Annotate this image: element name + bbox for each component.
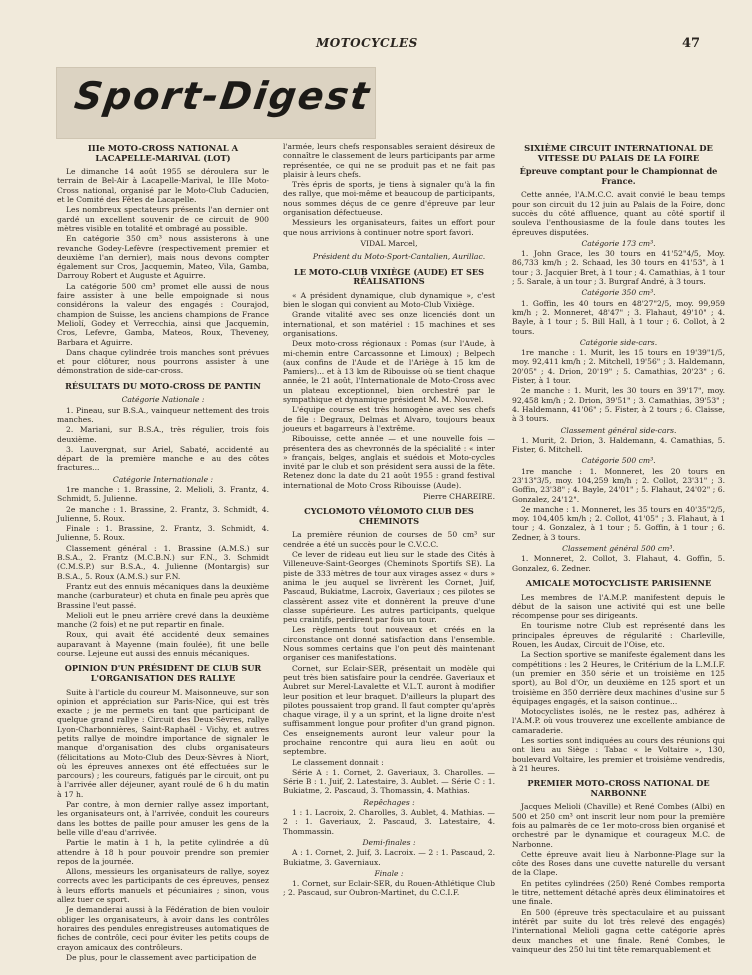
result-line: Série A : 1. Cornet, 2. Gaveriaux, 3. Charolles. — Série B : 1. Juif, 2. Latestaire, 3. Aublet. — Série C : 1. Bukiatme, 2. Pascaud, 3. Thomassin, 4. Mathias. bbox=[283, 767, 495, 796]
paragraph: La première réunion de courses de 50 cm³ sur cendrée a été un succès pour le C.V.C.C. bbox=[283, 530, 495, 549]
paragraph: Roux, qui avait été accidenté deux semaines auparavant à Mayenne (main foulée), fit une belle course. Lejeune eut aussi des ennuis mécaniques. bbox=[57, 630, 269, 659]
paragraph: Motocyclistes isolés, ne le restez pas, adhérez à l'A.M.P. où vous trouverez une excellente ambiance de camaraderie. bbox=[512, 707, 725, 735]
result-line: 2. Mariani, sur B.S.A., très régulier, trois fois deuxième. bbox=[57, 425, 269, 444]
result-line: 3. Lauvergnat, sur Ariel, Sabaté, accidenté au départ de la première manche e au des côtes fractures... bbox=[57, 444, 269, 473]
article-heading: SIXIÈME CIRCUIT INTERNATIONAL DE VITESSE DU PALAIS DE LA FOIRE bbox=[524, 143, 713, 163]
subheading: Catégorie 173 cm³. bbox=[581, 238, 656, 248]
article-heading: CYCLOMOTO VÉLOMOTO CLUB DES CHEMINOTS bbox=[304, 506, 474, 526]
paragraph: Le dimanche 14 août 1955 se déroulera sur le terrain de Bel-Air à Lacapelle-Marival, le IIIe Moto-Cross national, organisé par le Moto-Club Caducien, et le Comité des Fêtes de Lacapelle. bbox=[57, 167, 269, 205]
result-line: 1. Goffin, les 40 tours en 48'27"2/5, moy. 99,959 km/h ; 2. Monneret, 48'47" ; 3. Flahaut, 49'10" ; 4. Bayle, à 1 tour ; 5. Bill Hall, à 1 tour ; 6. Collot, à 2 tours. bbox=[512, 298, 725, 336]
paragraph: Ce lever de rideau eut lieu sur le stade des Cités à Villeneuve-Saint-Georges (Cheminots Sportifs SE). La piste de 333 mètres de tour aux virages assez « durs » anima le jeu auquel se livrèrent les Cornet, Juif, Pascaud, Bukiatme, Lacroix, Gaveriaux ; ces pilotes se classèrent assez vite et donnèrent la preuve d'une classe supérieure. Les autres participants, quelque peu craintifs, perdirent par fois un tour. bbox=[283, 550, 495, 625]
paragraph: Partie le matin à 1 h, la petite cylindrée a dû attendre à 18 h pour pouvoir prendre son premier repos de la journée. bbox=[57, 838, 269, 866]
running-head bbox=[0, 36, 752, 54]
signature: VIDAL Marcel, bbox=[360, 238, 418, 248]
result-line: 1re manche : 1. Murit, les 15 tours en 19'39"1/5, moy. 92,411 km/h ; 2. Mitchell, 19'56" ; 3. Haldemann, 20'05" ; 4. Drion, 20'19" ; 5. Camathias, 20'23" ; 6. Fister, à 1 tour. bbox=[512, 348, 725, 386]
paragraph: « A président dynamique, club dynamique », c'est bien le slogan qui convient au Moto-Club Vixiège. bbox=[283, 290, 495, 310]
paragraph: Grande vitalité avec ses onze licenciés dont un international, et son matériel : 15 machines et ses organisations. bbox=[283, 310, 495, 338]
subheading: Demi-finales : bbox=[362, 837, 416, 847]
result-line: 1. Pineau, sur B.S.A., vainqueur nettement des trois manches. bbox=[57, 405, 269, 424]
section-banner bbox=[56, 67, 376, 139]
paragraph: Cornet, sur Eclair-SER, présentait un modèle qui peut très bien satisfaire pour la cendrée. Gaveriaux et Aubret sur Merel-Lavalette et V.L.T. auront à modifier leur position et leur braquet. D'ailleurs la plupart des pilotes poussaient trop grand. Il faut compter qu'après chaque virage, il y a un sprint, et la ligne droite n'est suffisamment longue pour profiter d'un grand pignon. Ces enseignements auront leur valeur pour la prochaine rencontre qui aura lieu en août ou septembre. bbox=[283, 663, 495, 757]
article-heading: OPINION D'UN PRÉSIDENT DE CLUB SUR L'ORGANISATION DES RALLYE bbox=[64, 663, 262, 683]
result-line: 2e manche : 1. Murit, les 30 tours en 39'17", moy. 92,458 km/h ; 2. Drion, 39'51" ; 3. Camathias, 39'53" ; 4. Haldemann, 41'06" ; 5. Fister, à 2 tours ; 6. Claisse, à 3 tours. bbox=[512, 386, 725, 424]
result-line: 1. John Grace, les 30 tours en 41'52"4/5, Moy. 86,733 km/h ; 2. Schaad, les 30 tours en 41'53", à 1 tour ; 3. Jacquier Bret, à 1 tour ; 4. Camathias, à 1 tour ; 5. Sarale, à un tour ; 3. Burgraf André, à 3 tours. bbox=[512, 249, 725, 287]
article-heading: PREMIER MOTO-CROSS NATIONAL DE NARBONNE bbox=[527, 778, 710, 798]
subheading: Catégorie Nationale : bbox=[121, 395, 205, 405]
paragraph: Les règlements tout nouveaux et créés en la circonstance ont donné satisfaction dans l'ensemble. Nous sommes certains que l'on peut dès maintenant organiser ces manifestations. bbox=[283, 625, 495, 663]
paragraph: De plus, pour le classement avec participation de bbox=[66, 952, 257, 962]
result-line: 1 : 1. Lacroix, 2. Charolles, 3. Aublet, 4. Mathias. — 2 : 1. Gaveriaux, 2. Pascaud, 3. Latestaire, 4. Thommassin. bbox=[283, 808, 495, 836]
paragraph: Melioli eut le pneu arrière crevé dans la deuxième manche (2 fois) et ne put repartir en finale. bbox=[57, 610, 269, 630]
paragraph: En tourisme notre Club est représenté dans les principales épreuves de régularité : Charleville, Rouen, les Audax, Circuit de l'Oise, etc. bbox=[512, 621, 725, 650]
signature: Pierre CHAREIRE. bbox=[422, 491, 495, 501]
article-heading: RÉSULTATS DU MOTO-CROSS DE PANTIN bbox=[65, 380, 261, 391]
result-line: A : 1. Cornet, 2. Juif, 3. Lacroix. — 2 : 1. Pascaud, 2. Bukiatme, 3. Gaverniaux. bbox=[283, 848, 495, 867]
paragraph: En petites cylindrées (250) René Combes remporta le titre, nettement détaché après deux éliminatoires et une finale. bbox=[512, 878, 725, 907]
paragraph: En catégorie 350 cm³ nous assisterons à une revanche Godey-Lefèvre (respectivement premier et deuxième l'an dernier), mais nous devons compter également sur Cros, Jacquemin, Mateo, Vila, Gamba, Darrouy Robert et Auguste et Aguirre. bbox=[57, 234, 269, 281]
subheading: Repêchages : bbox=[363, 797, 415, 807]
result-line: 2e manche : 1. Monneret, les 35 tours en 40'35"2/5, moy. 104,405 km/h ; 2. Collot, 41'05" ; 3. Flahaut, à 1 tour ; 4. Gonzalez, à 1 tour ; 5. Goffin, à 1 tour ; 6. Zedner, à 3 tours. bbox=[512, 504, 725, 542]
subheading: Finale : bbox=[374, 868, 404, 878]
column-2 bbox=[283, 142, 495, 952]
column-1 bbox=[57, 142, 269, 962]
paragraph: Par contre, à mon dernier rallye assez important, les organisateurs ont, à l'arrivée, conduit les coureurs dans les bottes de paille pour amuser les gens de la belle ville d'eau d'arrivée. bbox=[57, 800, 269, 837]
result-line: 1re manche : 1. Monneret, les 20 tours en 23'13"3/5, moy. 104,259 km/h ; 2. Collot, 23'31" ; 3. Goffin, 23'38" ; 4. Bayle, 24'01" ; 5. Flahaut, 24'02" ; 6. Gonzalez, 24'12". bbox=[512, 466, 725, 504]
paragraph: Deux moto-cross régionaux : Pomas (sur l'Aude, à mi-chemin entre Carcassonne et Limoux) ; Belpech (aux confins de l'Aude et de l'Ariège à 15 km de Pamiers)... et à 13 km de Ribouisse où se tient chaque année, le 21 août, l'Internationale de Moto-Cross avec un plateau exceptionnel, bien orchestré par le sympathique et dynamique président M. M. Nouvel. bbox=[283, 339, 495, 405]
magazine-title: MOTOCYCLES bbox=[316, 36, 418, 50]
subheading: Classement général side-cars. bbox=[560, 425, 677, 435]
paragraph: La Section sportive se manifeste également dans les compétitions : les 2 Heures, le Critérium de la L.M.I.F. (un premier en 350 série et un troisième en 125 sport), au Bol d'Or, un deuxième en 125 sport et un troisième en 350 derrière deux machines d'usine sur 5 équipages engagés, et la saison continue... bbox=[512, 650, 725, 706]
paragraph: Les membres de l'A.M.P. manifestent depuis le début de la saison une activité qui est une belle récompense pour ses dirigeants. bbox=[512, 592, 725, 621]
paragraph: La catégorie 500 cm³ promet elle aussi de nous faire assister à une belle empoignade si nous considérons la valeur des engagés : Courajod, champion de Suisse, les anciens champions de France Meliolí, Godey et Verrecchia, ainsi que Jacquemin, Cros, Lefevre, Gamba, Mateos, Roux, Theveney, Barbara et Aguirre. bbox=[57, 281, 269, 347]
subheading: Catégorie 500 cm³. bbox=[581, 456, 656, 466]
article-heading: AMICALE MOTOCYCLISTE PARISIENNE bbox=[525, 577, 712, 588]
article-heading: IIIe MOTO-CROSS NATIONAL A LACAPELLE-MARIVAL (LOT) bbox=[87, 143, 239, 163]
signature-title: Président du Moto-Sport-Cantalien, Aurillac. bbox=[312, 252, 486, 262]
paragraph: L'équipe course est très homogène avec ses chefs de file : Degraux, Delmas et Alvaro, toujours beaux joueurs et bagarreurs à l'extrême. bbox=[283, 405, 495, 433]
paragraph: Messieurs les organisateurs, faites un effort pour que nous arrivions à continuer notre sport favori. bbox=[283, 218, 495, 237]
column-3 bbox=[512, 142, 725, 952]
paragraph: Dans chaque cylindrée trois manches sont prévues et pour clôturer, nous pourrons assister à une démonstration de side-car-cross. bbox=[57, 347, 269, 376]
paragraph: Cette année, l'A.M.C.C. avait convié le beau temps pour son circuit du 12 juin au Palais de la Foire, donc succès du côté affluence, quant au côté sportif il souleva l'enthousiasme de la foule dans toutes les épreuves disputées. bbox=[512, 190, 725, 237]
paragraph: Cette épreuve avait lieu à Narbonne-Plage sur la côte des Roses dans une cuvette naturelle du versant de la Clape. bbox=[512, 849, 725, 878]
result-line: 2e manche : 1. Brassine, 2. Frantz, 3. Schmidt, 4. Julienne, 5. Roux. bbox=[57, 504, 269, 523]
article-subheading: Épreuve comptant pour le Championnat de France. bbox=[519, 166, 718, 186]
result-line: Classement général : 1. Brassine (A.M.S.) sur B.S.A., 2. Frantz (M.C.B.N.) sur F.N., 3. Schmidt (C.M.S.P.) sur B.S.A., 4. Julienne (Montargis) sur B.S.A., 5. Roux (A.M.S.) sur F.N. bbox=[57, 543, 269, 581]
result-line: Finale : 1. Brassine, 2. Frantz, 3. Schmidt, 4. Julienne, 5. Roux. bbox=[57, 524, 269, 543]
paragraph: Allons, messieurs les organisateurs de rallye, soyez corrects avec les participants de ces épreuves, pensez à leurs efforts manuels et pécuniaires ; sinon, vous allez tuer ce sport. bbox=[57, 867, 269, 905]
paragraph: Frantz eut des ennuis mécaniques dans la deuxième manche (carburateur) et chuta en finale peu après que Brassine l'eut passé. bbox=[57, 581, 269, 610]
result-line: 1re manche : 1. Brassine, 2. Melioli, 3. Frantz, 4. Schmidt, 5. Julienne. bbox=[57, 484, 269, 504]
subheading: Catégorie Internationale : bbox=[112, 474, 214, 484]
paragraph: Ribouisse, cette année — et une nouvelle fois — présentera des as chevronnés de la spécialité : « inter » français, belges, anglais et suédois et Moto-cycles invité par le club et son président sera aussi de la fête. Retenez donc la date du 21 août 1955 : grand festival international de Moto Cross Ribouisse (Aude). bbox=[283, 434, 495, 490]
paragraph: Jacques Melioli (Chaville) et René Combes (Albi) en 500 et 250 cm³ ont inscrit leur nom pour la première fois au palmarès de ce 1er moto-cross bien organisé et orchestré par le dynamique et courageux M.C. de Narbonne. bbox=[512, 802, 725, 849]
paragraph: Le classement donnait : bbox=[292, 757, 384, 767]
result-line: 1. Monneret, 2. Collot, 3. Flahaut, 4. Goffin, 5. Gonzalez, 6. Zedner. bbox=[512, 554, 725, 573]
result-line: 1. Murit, 2. Drion, 3. Haldemann, 4. Camathias, 5. Fister, 6. Mitchell. bbox=[512, 435, 725, 455]
paragraph: Les nombreux spectateurs présents l'an dernier ont gardé un excellent souvenir de ce circuit de 900 mètres visible en totalité et ombragé au possible. bbox=[57, 205, 269, 233]
subheading: Catégorie 350 cm³. bbox=[581, 288, 656, 298]
article-heading: LE MOTO-CLUB VIXIÈGE (AUDE) ET SES RÉALISATIONS bbox=[293, 266, 485, 287]
banner-title: Sport-Digest bbox=[71, 74, 374, 118]
subheading: Catégorie side-cars. bbox=[579, 337, 658, 347]
paragraph: En 500 (épreuve très spectaculaire et au puissant intérêt par suite du lot très relevé des engagés) l'international Melioli gagna cette catégorie après deux manches et une finale. René Combes, le vainqueur des 250 lui tint tête remarquablement et bbox=[512, 907, 725, 954]
result-line: 1. Cornet, sur Eclair-SER, du Rouen-Athlétique Club ; 2. Pascaud, sur Oubron-Martinet, du C.C.I.F. bbox=[283, 879, 495, 898]
paragraph: Suite à l'article du coureur M. Maisonneuve, sur son opinion et appréciation sur Paris-Nice, qui est très exacte ; je me permets en tant que participant de quelque grand rallye : Circuit des Deux-Sèvres, rallye Lyon-Charbonnières, Saint-Raphaël - Vichy, et autres petits rallye de moindre importance de signaler le manque d'organisation des clubs organisateurs (félicitations au Moto-Club des Deux-Sèvres à Niort, où les épreuves annexes ont été effectuées sur le parcours) ; les coureurs, fatigués par le circuit, ont pu à l'arrivée aller déjeuner, ayant roulé de 6 h du matin à 17 h. bbox=[57, 687, 269, 799]
paragraph: l'armée, leurs chefs responsables seraient désireux de connaître le classement de leurs participants par arme représentée, ce qui ne se produit pas et ne fait pas plaisir à leurs chefs. bbox=[283, 142, 495, 179]
subheading: Classement général 500 cm³. bbox=[562, 544, 675, 554]
paragraph: Je demanderai aussi à la Fédération de bien vouloir obliger les organisateurs, à avoir dans les contrôles horaires des pendules enregistreuses automatiques de fiches de contrôle, ceci pour éviter les petits coups de crayon amicaux des contrôleurs. bbox=[57, 905, 269, 952]
paragraph: Les sorties sont indiquées au cours des réunions qui ont lieu au Siège : Tabac « le Voltaire », 130, boulevard Voltaire, les premier et troisième vendredis, à 21 heures. bbox=[512, 736, 725, 773]
page-number: 47 bbox=[682, 36, 701, 51]
paragraph: Très épris de sports, je tiens à signaler qu'à la fin des rallye, que moi-même et beaucoup de participants, nous sommes déçus de ce genre d'épreuve par leur organisation défectueuse. bbox=[283, 180, 495, 218]
